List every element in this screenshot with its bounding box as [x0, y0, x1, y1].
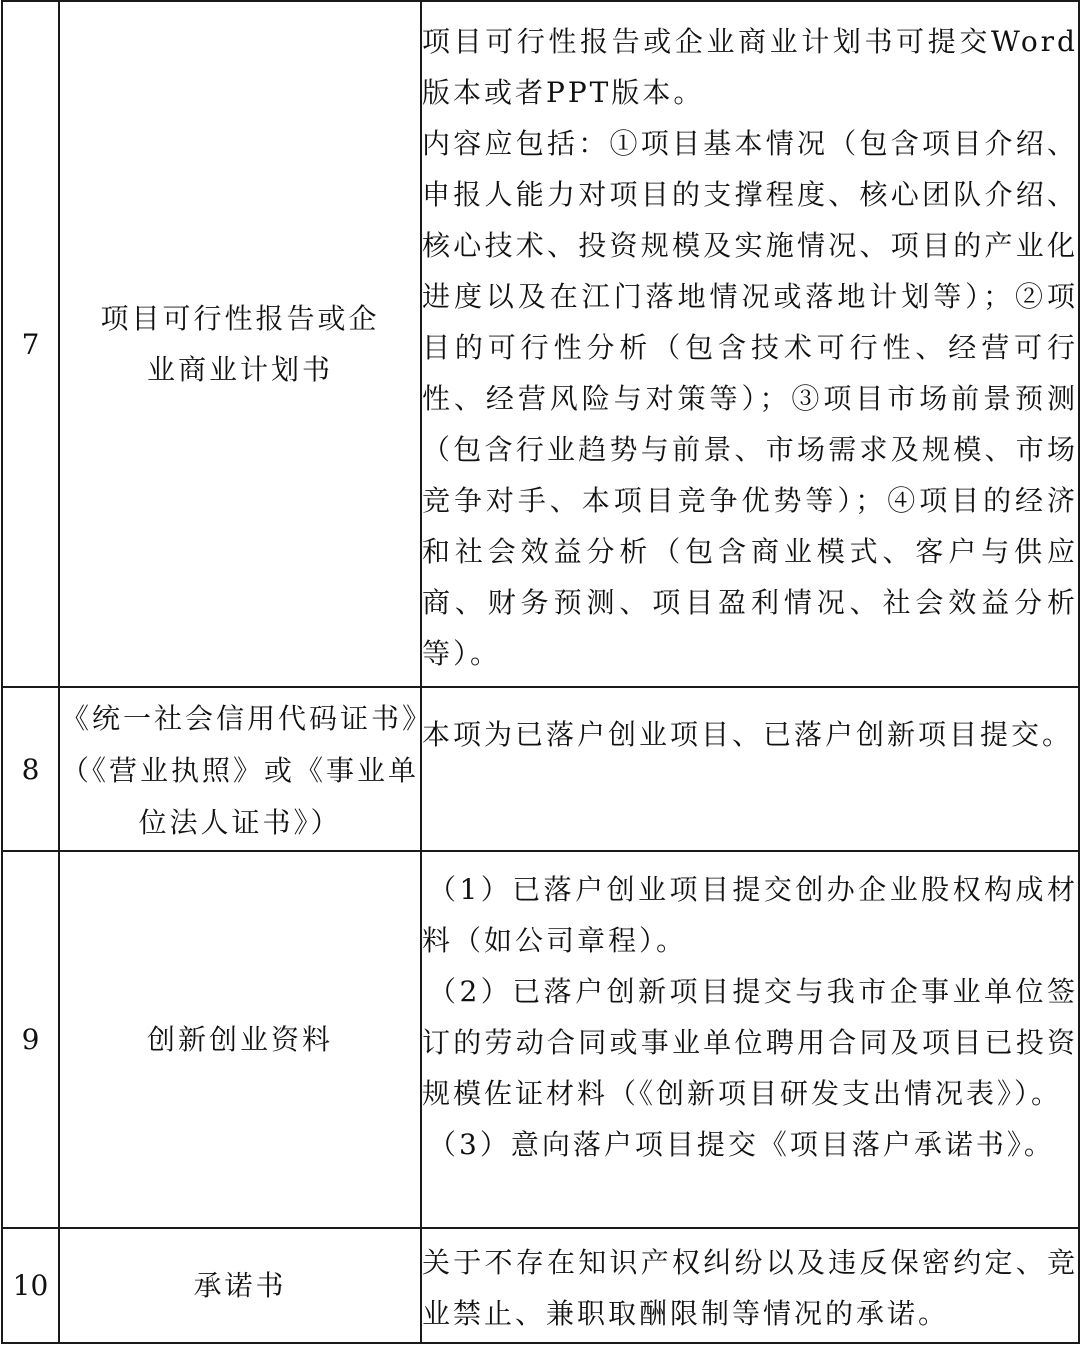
description-paragraph: （1）已落户创业项目提交创办企业股权构成材料（如公司章程）。 [422, 873, 1078, 957]
table-row [2, 851, 1079, 1228]
table-row [2, 1228, 1079, 1343]
row-number: 8 [2, 687, 59, 851]
material-name: 《统一社会信用代码证书》（《营业执照》或《事业单位法人证书》） [59, 687, 421, 851]
material-description [421, 1, 1079, 687]
description-paragraph: （3）意向落户项目提交《项目落户承诺书》。 [428, 1128, 1055, 1161]
material-name: 承诺书 [59, 1228, 421, 1343]
table-row [2, 687, 1079, 851]
row-number: 7 [2, 1, 59, 687]
requirements-table [1, 0, 1080, 1344]
material-description [421, 687, 1079, 851]
material-description [421, 1228, 1079, 1343]
row-number: 10 [2, 1228, 59, 1343]
description-paragraph: 项目可行性报告或企业商业计划书可提交Word版本或者PPT版本。 [422, 25, 1078, 109]
material-name: 项目可行性报告或企业商业计划书 [59, 1, 421, 687]
table-row [2, 1, 1079, 687]
material-description [421, 851, 1079, 1228]
description-paragraph: 内容应包括：①项目基本情况（包含项目介绍、申报人能力对项目的支撑程度、核心团队介绍、核心技术、投资规模及实施情况、项目的产业化进度以及在江门落地情况或落地计划等）；②项目的可行性分析（包含技术可行性、经营可行性、经营风险与对策等）；③项目市场前景预测（包含行业趋势与前景、市场需求及规模、市场竞争对手、本项目竞争优势等）；④项目的经济和社会效益分析（包含商业模式、客户与供应商、财务预测、项目盈利情况、社会效益分析等）。 [422, 127, 1078, 670]
description-paragraph: 本项为已落户创业项目、已落户创新项目提交。 [422, 718, 1074, 751]
row-number: 9 [2, 851, 59, 1228]
material-name: 创新创业资料 [59, 851, 421, 1228]
description-paragraph: （2）已落户创新项目提交与我市企事业单位签订的劳动合同或事业单位聘用合同及项目已投资规模佐证材料（《创新项目研发支出情况表》）。 [422, 975, 1078, 1110]
description-paragraph: 关于不存在知识产权纠纷以及违反保密约定、竞业禁止、兼职取酬限制等情况的承诺。 [422, 1246, 1078, 1330]
